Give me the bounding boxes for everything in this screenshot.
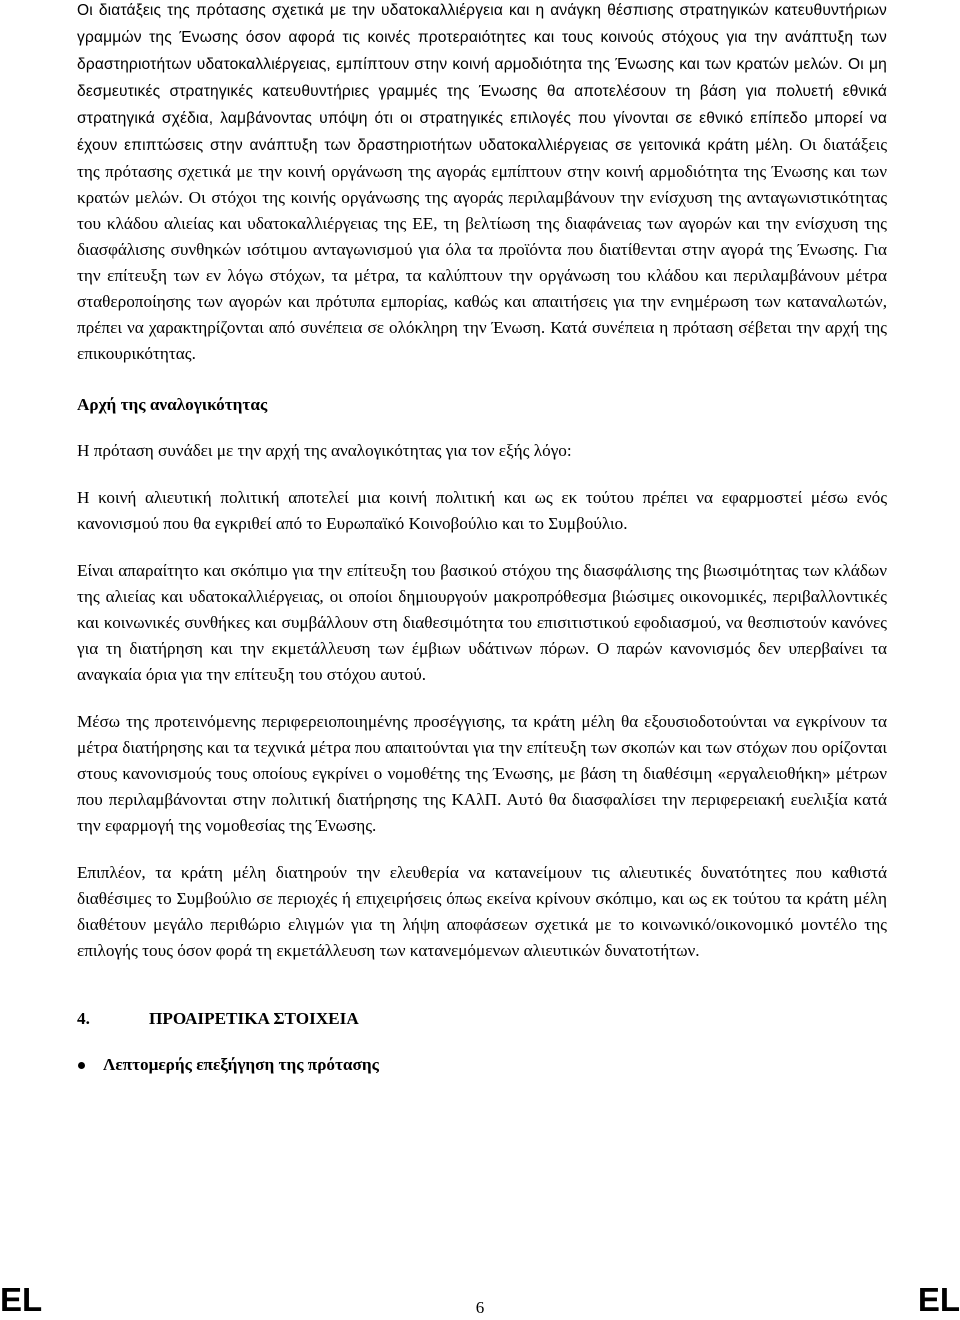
document-body <box>77 0 887 1078</box>
bullet-icon <box>78 1062 85 1069</box>
section-heading <box>77 1006 887 1032</box>
paragraph-necessity: Είναι απαραίτητο και σκόπιμο για την επίτευξη του βασικού στόχου της διασφάλισης της βιωσιμότητας των κλάδων της αλιείας και υδατοκαλλιέργειας, οι οποίοι δημιουργούν μακροπρόθεσμα βιώσιμες οικονομικές, περιβαλλοντικές και κοινωνικές συνθήκες και συμβάλλουν στη διαθεσιμότητα του επισιτιστικού εφοδιασμού, να θεσπιστούν κανόνες για τη διατήρηση και την εκμετάλλευση των έμβιων υδάτινων πόρων. Ο παρών κανονισμός δεν υπερβαίνει τα αναγκαία όρια για την επίτευξη του στόχου αυτού. <box>77 561 887 684</box>
footer-language-left: EL <box>0 1281 43 1318</box>
bullet-item <box>77 1052 887 1078</box>
page-number: 6 <box>475 1298 485 1317</box>
section-title: ΠΡΟΑΙΡΕΤΙΚΑ ΣΤΟΙΧΕΙΑ <box>149 1009 359 1028</box>
bullet-text: Λεπτομερής επεξήγηση της πρότασης <box>103 1055 379 1074</box>
paragraph-subsidiarity <box>77 0 887 367</box>
paragraph-subsidiarity-part1: Οι διατάξεις της πρότασης σχετικά με την υδατοκαλλιέργεια και η ανάγκη θέσπισης στρατηγικών κατευθυντήριων γραμμών της Ένωσης όσον αφορά τις κοινές προτεραιότητες και τους κοινούς στόχους για την ανάπτυξη των δραστηριοτήτων υδατοκαλλιέργειας, εμπίπτουν στην κοινή αρμοδιότητα της Ένωσης και των κρατών μελών. Οι μη δεσμευτικές στρατηγικές κατευθυντήριες γραμμές της Ένωσης θα αποτελέσουν τη βάση για πολυετή εθνικά στρατηγικά σχέδια, λαμβάνοντας υπόψη ότι οι στρατηγικές επιλογές που γίνονται σε εθνικό επίπεδο μπορεί να έχουν επιπτώσεις στην ανάπτυξη των δραστηριοτήτων υδατοκαλλιέργειας σε γειτονικά κράτη μέλη. <box>77 2 887 154</box>
paragraph-member-states: Επιπλέον, τα κράτη μέλη διατηρούν την ελευθερία να κατανείμουν τις αλιευτικές δυνατότητες που καθιστά διαθέσιμες το Συμβούλιο σε περιοχές ή επιχειρήσεις όπως εκείνα κρίνουν σκόπιμο, και ως εκ τούτου τα κράτη μέλη διαθέτουν μεγάλο περιθώριο ελιγμών για τη λήψη αποφάσεων σχετικά με το κοινωνικό/οικονομικό μοντέλο της επιλογής τους όσον φορά τη εκμετάλλευση των κατανεμόμενων αλιευτικών δυνατοτήτων. <box>77 863 887 960</box>
heading-proportionality: Αρχή της αναλογικότητας <box>77 395 268 414</box>
paragraph-subsidiarity-part2: Οι διατάξεις της πρότασης σχετικά με την κοινή οργάνωση της αγοράς εμπίπτουν στην κοινή αρμοδιότητα της Ένωσης και των κρατών μελών. Οι στόχοι της κοινής οργάνωσης της αγοράς περιλαμβάνουν την ενίσχυση της ανταγωνιστικότητας του κλάδου αλιείας και υδατοκαλλιέργειας της ΕΕ, τη βελτίωση της διαφάνειας των αγορών και την ενίσχυση της διασφάλισης συνθηκών ισότιμου ανταγωνισμού για όλα τα προϊόντα που διατίθενται στην αγορά της Ένωσης. Για την επίτευξη των εν λόγω στόχων, τα μέτρα, τα καλύπτουν την οργάνωση του κλάδου και περιλαμβάνουν μέτρα σταθεροποίησης των αγορών και πρότυπα εμπορίας, καθώς και απαιτήσεις για την ενημέρωση των καταναλωτών, πρέπει να χαρακτηρίζονται από συνέπεια σε ολόκληρη την Ένωση. Κατά συνέπεια η πρόταση σέβεται την αρχή της επικουρικότητας. <box>77 135 887 363</box>
paragraph-proportionality-intro: Η πρόταση συνάδει με την αρχή της αναλογικότητας για τον εξής λόγο: <box>77 441 572 460</box>
paragraph-regionalisation: Μέσω της προτεινόμενης περιφερειοποιημένης προσέγγισης, τα κράτη μέλη θα εξουσιοδοτούνται να εγκρίνουν τα μέτρα διατήρησης και τα τεχνικά μέτρα που απαιτούνται για την επίτευξη των σκοπών και των στόχων που ορίζονται στους κανονισμούς τους οποίους εγκρίνει ο νομοθέτης της Ένωσης, με βάση τη διαθέσιμη «εργαλειοθήκη» μέτρων που περιλαμβάνονται στην πολιτική διατήρησης της ΚΑλΠ. Αυτό θα διασφαλίσει την περιφερειακή ευελιξία κατά την εφαρμογή της νομοθεσίας της Ένωσης. <box>77 712 887 835</box>
paragraph-cfp: Η κοινή αλιευτική πολιτική αποτελεί μια κοινή πολιτική και ως εκ τούτου πρέπει να εφαρμοστεί μέσω ενός κανονισμού που θα εγκριθεί από το Ευρωπαϊκό Κοινοβούλιο και το Συμβούλιο. <box>77 488 887 533</box>
section-number: 4. <box>77 1009 90 1028</box>
footer-language-right: EL <box>917 1281 960 1318</box>
